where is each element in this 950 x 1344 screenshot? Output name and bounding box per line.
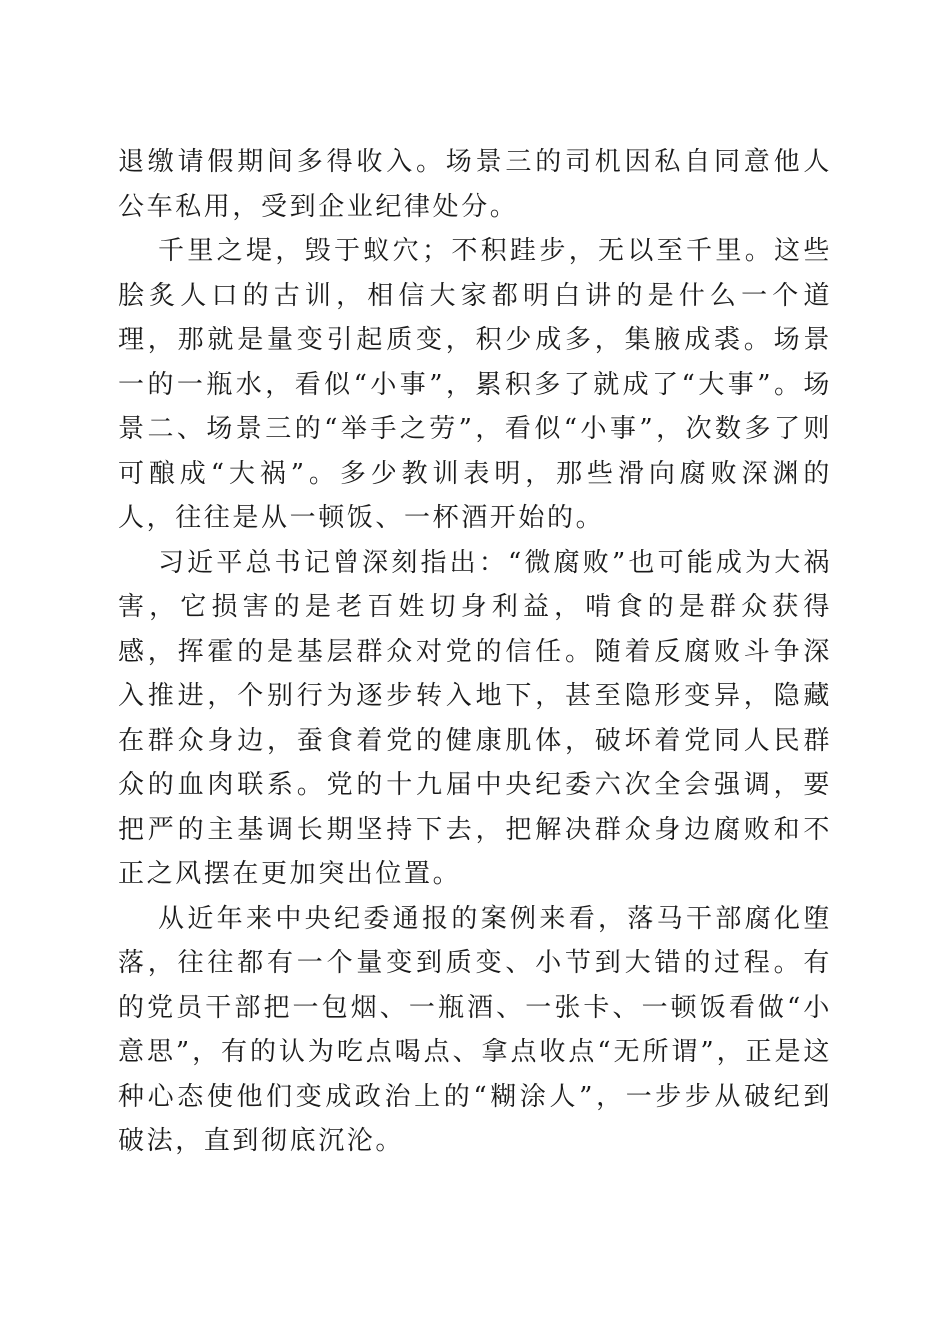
paragraph-quote: 习近平总书记曾深刻指出：“微腐败”也可能成为大祸害，它损害的是老百姓切身利益，啃食的是群众获得感，挥霍的是基层群众对党的信任。随着反腐败斗争深入推进，个别行为逐步转入地下，甚至隐形变异，隐藏在群众身边，蚕食着党的健康肌体，破坏着党同人民群众的血肉联系。党的十九届中央纪委六次全会强调，要把严的主基调长期坚持下去，把解决群众身边腐败和不正之风摆在更加突出位置。 [118, 547, 832, 889]
paragraph-continuation: 退缴请假期间多得收入。场景三的司机因私自同意他人公车私用，受到企业纪律处分。 [118, 147, 832, 222]
paragraph-cases: 从近年来中央纪委通报的案例来看，落马干部腐化堕落，往往都有一个量变到质变、小节到大错的过程。有的党员干部把一包烟、一瓶酒、一张卡、一顿饭看做“小意思”，有的认为吃点喝点、拿点收点“无所谓”，正是这种心态使他们变成政治上的“糊涂人”，一步步从破纪到破法，直到彻底沉沦。 [118, 903, 832, 1156]
paragraph-proverb: 千里之堤，毁于蚁穴；不积跬步，无以至千里。这些脍炙人口的古训，相信大家都明白讲的是什么一个道理，那就是量变引起质变，积少成多，集腋成裘。场景一的一瓶水，看似“小事”，累积多了就成了“大事”。场景二、场景三的“举手之劳”，看似“小事”，次数多了则可酿成“大祸”。多少教训表明，那些滑向腐败深渊的人，往往是从一顿饭、一杯酒开始的。 [118, 236, 832, 533]
document-body [118, 140, 832, 1164]
